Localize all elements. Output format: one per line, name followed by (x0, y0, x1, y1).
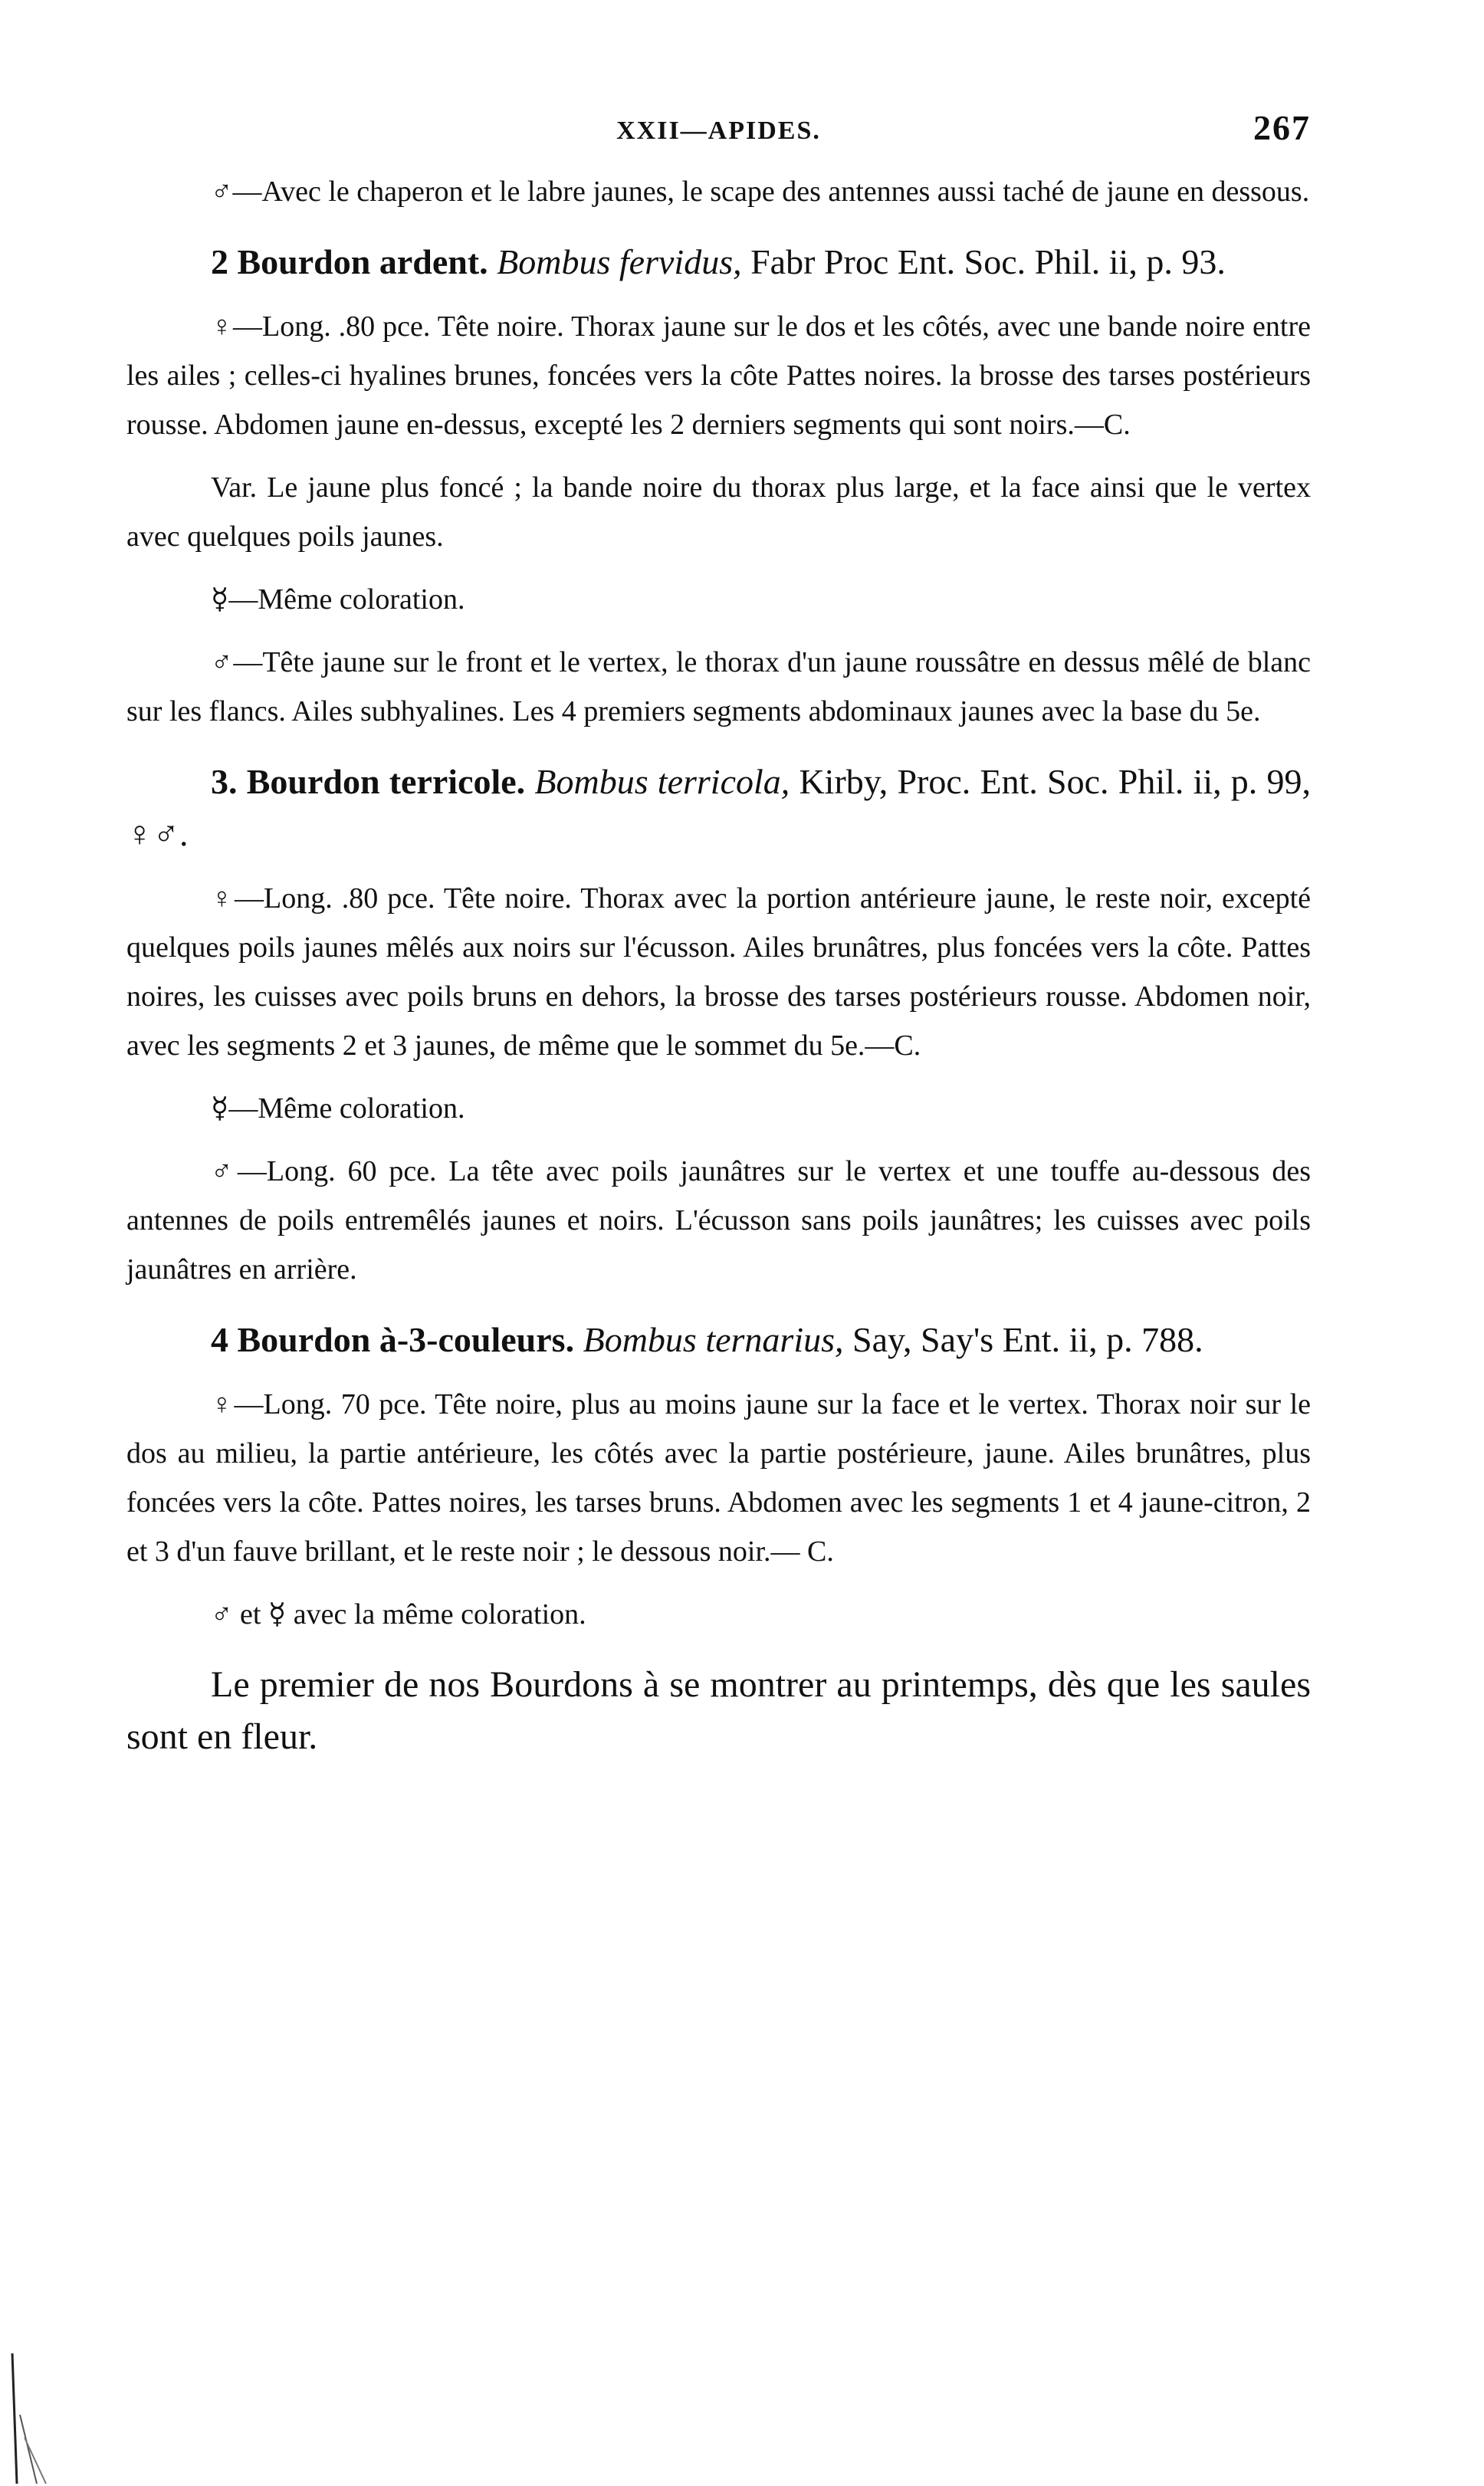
species-scientific-name: Bombus terricola, (534, 762, 790, 801)
book-page (126, 107, 1311, 1763)
paragraph-female-terricola: ♀—Long. .80 pce. Tête noire. Thorax avec la portion antérieure jaune, le reste noir, excepté quelques poils jaunes mêlés aux noirs sur l'écusson. Ailes brunâtres, plus foncées vers la côte. Pattes noires, les cuisses avec poils bruns en dehors, la brosse des tarses postérieurs rousse. Abdomen noir, avec les segments 2 et 3 jaunes, de même que le sommet du 5e.—C. (126, 882, 1311, 1062)
species-reference: Say, Say's Ent. ii, p. 788. (843, 1320, 1203, 1359)
paragraph-closing-note: Le premier de nos Bourdons à se montrer au printemps, dès que les saules sont en fleur. (126, 1664, 1311, 1757)
paragraph-variety-fervidus: Var. Le jaune plus foncé ; la bande noire du thorax plus large, et la face ainsi que le vertex avec quelques poils jaunes. (126, 471, 1311, 553)
paragraph-female-fervidus: ♀—Long. .80 pce. Tête noire. Thorax jaune sur le dos et les côtés, avec une bande noire entre les ailes ; celles-ci hyalines brunes, foncées vers la côte Pattes noires. la brosse des tarses postérieurs rousse. Abdomen jaune en-dessus, excepté les 2 derniers segments qui sont noirs.—C. (126, 310, 1311, 441)
species-number: 4 (211, 1320, 228, 1359)
paragraph-male-worker-ternarius: ♂ et ☿ avec la même coloration. (211, 1598, 586, 1631)
species-number: 3. (211, 762, 238, 801)
paragraph-female-ternarius: ♀—Long. 70 pce. Tête noire, plus au moins jaune sur la face et le vertex. Thorax noir sur le dos au milieu, la partie antérieure, les côtés avec la partie postérieure, jaune. Ailes brunâtres, plus foncées vers la côte. Pattes noires, les tarses bruns. Abdomen avec les segments 1 et 4 jaune-citron, 2 et 3 d'un fauve brillant, et le reste noir ; le dessous noir.— C. (126, 1388, 1311, 1568)
page-edge-scan-mark (6, 2353, 52, 2484)
species-reference: Fabr Proc Ent. Soc. Phil. ii, p. 93. (741, 242, 1226, 281)
running-head (126, 107, 1311, 153)
paragraph-worker-terricola: ☿—Même coloration. (211, 1092, 465, 1125)
paragraph-male-fervidus: ♂—Tête jaune sur le front et le vertex, le thorax d'un jaune roussâtre en dessus mêlé de blanc sur les flancs. Ailes subhyalines. Les 4 premiers segments abdominaux jaunes avec la base du 5e. (126, 646, 1311, 727)
paragraph-male-description-1: ♂—Avec le chaperon et le labre jaunes, le scape des antennes aussi taché de jaune en dessous. (211, 176, 1310, 208)
page-number: 267 (1253, 108, 1311, 147)
species-reference: Kirby, Proc. Ent. Soc. Phil. ii, p. 99, ♀♂. (126, 762, 1311, 853)
species-number: 2 (211, 242, 228, 281)
species-entry-ternarius (126, 1314, 1311, 1366)
paragraph-male-terricola: ♂—Long. 60 pce. La tête avec poils jaunâtres sur le vertex et une touffe au-dessous des antennes de poils entremêlés jaunes et noirs. L'écusson sans poils jaunâtres; les cuisses avec poils jaunâtres en arrière. (126, 1155, 1311, 1286)
section-title: XXII—APIDES. (616, 117, 821, 145)
species-common-name: Bourdon ardent. (237, 242, 488, 281)
paragraph-worker-fervidus: ☿—Même coloration. (211, 583, 465, 616)
species-entry-terricola (126, 756, 1311, 860)
species-scientific-name: Bombus fervidus, (497, 242, 742, 281)
species-entry-fervidus (126, 236, 1311, 288)
species-common-name: Bourdon terricole. (246, 762, 526, 801)
species-common-name: Bourdon à-3-couleurs. (237, 1320, 575, 1359)
species-scientific-name: Bombus ternarius, (583, 1320, 844, 1359)
